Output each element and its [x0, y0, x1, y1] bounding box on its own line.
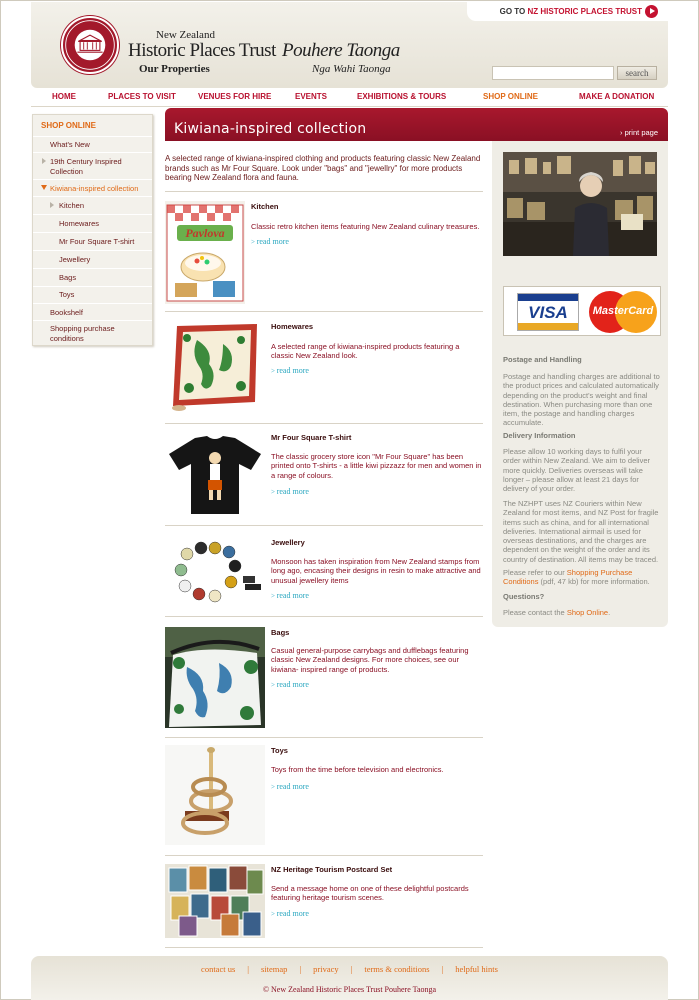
product-postcards	[165, 864, 483, 949]
contact-post: .	[608, 608, 611, 617]
product-description: Send a message home on one of these delightful postcards featuring heritage tourism scenes.	[271, 884, 469, 903]
divider	[165, 855, 483, 856]
product-description: Monsoon has taken inspiration from New Zealand stamps from long ago, encasing their designs in resin to make attractive and unusual jewellery items	[271, 557, 481, 585]
sidebar-item-bookshelf[interactable]	[33, 303, 152, 320]
contact-pre: Please contact the	[503, 608, 565, 617]
page-title: Kiwiana-inspired collection	[174, 121, 367, 137]
product-description: A selected range of kiwiana-inspired products featuring a classic New Zealand look.	[271, 342, 460, 361]
postage-heading: Postage and Handling	[503, 355, 582, 364]
nav-places-to-visit[interactable]: PLACES TO VISIT	[108, 92, 176, 101]
footer-privacy[interactable]: privacy	[313, 964, 339, 974]
page-title-bar	[165, 108, 668, 141]
divider	[165, 525, 483, 526]
divider	[165, 191, 483, 192]
read-more-link[interactable]: > read more	[271, 591, 309, 600]
divider	[165, 947, 483, 948]
print-page-link[interactable]: › print page	[620, 128, 658, 137]
shop-online-link[interactable]: Shop Online	[566, 608, 609, 617]
search-button[interactable]: search	[617, 66, 657, 80]
nav-home[interactable]: HOME	[52, 92, 76, 101]
sidebar-item-label: 19th Century Inspired Collection	[50, 157, 122, 176]
sidebar-item-kiwiana[interactable]	[33, 179, 152, 196]
brand-maori-2: Nga Wahi Taonga	[312, 63, 391, 75]
product-description: Classic retro kitchen items featuring New Zealand culinary treasures.	[251, 222, 480, 231]
product-title[interactable]: Homewares	[271, 322, 314, 331]
product-jewellery	[165, 536, 483, 618]
brand-line-3: Our Properties	[139, 63, 210, 75]
nav-venues-for-hire[interactable]: VENUES FOR HIRE	[198, 92, 272, 101]
read-more-link[interactable]: > read more	[271, 909, 309, 918]
sidebar-item-label: Jewellery	[59, 255, 91, 264]
sidebar-item-kitchen[interactable]	[33, 196, 152, 214]
kitchen-image-text: Pavlova	[185, 226, 225, 240]
product-kitchen	[165, 201, 483, 313]
product-title[interactable]: Jewellery	[271, 538, 305, 547]
intro-text: A selected range of kiwiana-inspired clothing and products featuring classic New Zealand brands such as Mr Four Square. Look under "bags" and "jewellry" for more products bearing New Zealand flora and fauna.	[165, 154, 481, 182]
goto-prefix: GO TO	[499, 7, 526, 16]
mastercard-logo	[589, 291, 657, 333]
product-title[interactable]: Kitchen	[251, 202, 279, 211]
sidebar-item-label: Kitchen	[59, 201, 85, 210]
sidebar-item-label: Toys	[59, 290, 75, 299]
sidebar-item-tshirt[interactable]	[33, 232, 152, 250]
sidebar-item-label: Bookshelf	[50, 308, 83, 317]
visa-text: VISA	[528, 303, 568, 322]
sidebar-item-19th-century[interactable]	[33, 152, 152, 179]
sidebar-item-homewares[interactable]	[33, 214, 152, 232]
sidebar-item-purchase-conditions[interactable]	[33, 320, 152, 345]
read-more-link[interactable]: > read more	[271, 680, 309, 689]
footer-contact-us[interactable]: contact us	[201, 964, 236, 974]
trust-seal-logo[interactable]	[61, 16, 119, 74]
read-more-link[interactable]: > read more	[271, 782, 309, 791]
contact-text	[503, 608, 661, 617]
tshirt-image[interactable]	[165, 432, 265, 517]
product-title[interactable]: Toys	[271, 746, 288, 755]
homewares-image[interactable]	[165, 320, 265, 413]
sidebar-item-whats-new[interactable]	[33, 136, 152, 152]
refer-text	[503, 568, 661, 587]
footer-links: contact us | sitemap | privacy | terms & conditions | helpful hints	[201, 964, 498, 974]
sidebar-item-label: Bags	[59, 273, 77, 282]
site-footer	[31, 956, 668, 1000]
right-sidebar	[492, 141, 668, 627]
nav-make-a-donation[interactable]: MAKE A DONATION	[579, 92, 655, 101]
site-header	[31, 2, 668, 88]
visa-logo	[517, 293, 579, 331]
brand-line-2: Historic Places Trust	[128, 40, 276, 61]
refer-pre: Please refer to our	[503, 568, 565, 577]
nav-shop-online[interactable]: SHOP ONLINE	[483, 92, 538, 101]
nav-divider	[31, 106, 668, 107]
triangle-right-icon	[50, 202, 54, 208]
goto-link-text: NZ HISTORIC PLACES TRUST	[527, 7, 642, 16]
divider	[165, 616, 483, 617]
footer-sitemap[interactable]: sitemap	[260, 964, 288, 974]
questions-heading: Questions?	[503, 592, 545, 601]
product-description: The classic grocery store icon "Mr Four Square" has been printed onto T-shirts - a little kiwi pizzazz for men and women in a range of colours.	[271, 452, 482, 480]
payment-cards	[503, 286, 661, 336]
brand-maori-1: Pouhere Taonga	[282, 40, 400, 61]
shop-photo	[503, 152, 657, 256]
jewellery-image[interactable]	[165, 536, 265, 608]
kitchen-image[interactable]	[165, 201, 245, 304]
divider	[165, 737, 483, 738]
sidebar-item-jewellery[interactable]	[33, 250, 152, 268]
divider	[165, 423, 483, 424]
sidebar-item-toys[interactable]	[33, 286, 152, 303]
search-input[interactable]	[492, 66, 614, 80]
main-nav	[31, 92, 668, 106]
postage-text: Postage and handling charges are additional to the product prices and calculated automatically depending on the product's weight and final destination. When purchasing more than one item, the postage and handling charges accumulate.	[503, 372, 660, 428]
product-homewares	[165, 320, 483, 425]
refer-post: (pdf, 47 kb) for more information.	[540, 577, 650, 587]
product-title[interactable]: NZ Heritage Tourism Postcard Set	[271, 865, 393, 874]
read-more-link[interactable]: > read more	[271, 366, 309, 375]
nav-exhibitions-tours[interactable]: EXHIBITIONS & TOURS	[357, 92, 447, 101]
product-title[interactable]: Mr Four Square T-shirt	[271, 433, 352, 442]
nav-events[interactable]: EVENTS	[295, 92, 328, 101]
product-tshirt	[165, 432, 483, 527]
print-page-label: print page	[624, 128, 658, 137]
product-toys	[165, 745, 483, 857]
product-description: Toys from the time before television and electronics.	[271, 765, 444, 774]
sidebar-item-bags[interactable]	[33, 268, 152, 286]
sidebar-heading: SHOP ONLINE	[41, 121, 96, 130]
read-more-link[interactable]: > read more	[251, 237, 289, 246]
sidebar-item-label: Homewares	[59, 219, 100, 228]
copyright: © New Zealand Historic Places Trust Pouhere Taonga	[262, 985, 437, 994]
sidebar-item-label: Shopping purchase conditions	[50, 324, 115, 343]
delivery-text-1: Please allow 10 working days to fulfil your order within New Zealand. We aim to deliver more quickly. Deliveries overseas will take longer – please allow at least 21 days for delivery of your order.	[503, 447, 651, 494]
brand-line-1: New Zealand	[156, 29, 215, 41]
triangle-down-icon	[41, 185, 47, 190]
sidebar	[32, 114, 153, 346]
mastercard-text: MasterCard	[592, 305, 654, 317]
delivery-heading: Delivery Information	[503, 431, 576, 440]
purchase-conditions-link[interactable]: Shopping Purchase Conditions	[503, 568, 633, 587]
divider	[165, 311, 483, 312]
goto-nzhpt-link[interactable]	[467, 2, 668, 21]
footer-terms[interactable]: terms & conditions	[364, 964, 430, 974]
sidebar-item-label: Mr Four Square T-shirt	[59, 237, 135, 246]
product-description: Casual general-purpose carrybags and dufflebags featuring classic New Zealand designs. For more choices, see our kiwiana- inspired range of products.	[271, 646, 469, 674]
bags-image[interactable]	[165, 627, 265, 728]
sidebar-item-label: Kiwiana-inspired collection	[50, 184, 139, 193]
product-title[interactable]: Bags	[271, 628, 290, 637]
delivery-text-2: The NZHPT uses NZ Couriers within New Zealand for most items, and NZ Post for fragile items such as china, and for all international deliveries. International airmail is used for overseas destinations, and the charges are dependent on the weight of the order and its country of destination. All items may be traced.	[503, 499, 659, 564]
sidebar-item-label: What's New	[50, 140, 90, 149]
product-bags	[165, 627, 483, 745]
toys-image[interactable]	[165, 745, 265, 845]
seal-icon	[63, 18, 117, 72]
postcards-image[interactable]	[165, 864, 265, 938]
arrow-right-icon	[645, 5, 658, 18]
read-more-link[interactable]: > read more	[271, 487, 309, 496]
triangle-right-icon	[42, 158, 46, 164]
footer-helpful-hints[interactable]: helpful hints	[455, 964, 498, 974]
